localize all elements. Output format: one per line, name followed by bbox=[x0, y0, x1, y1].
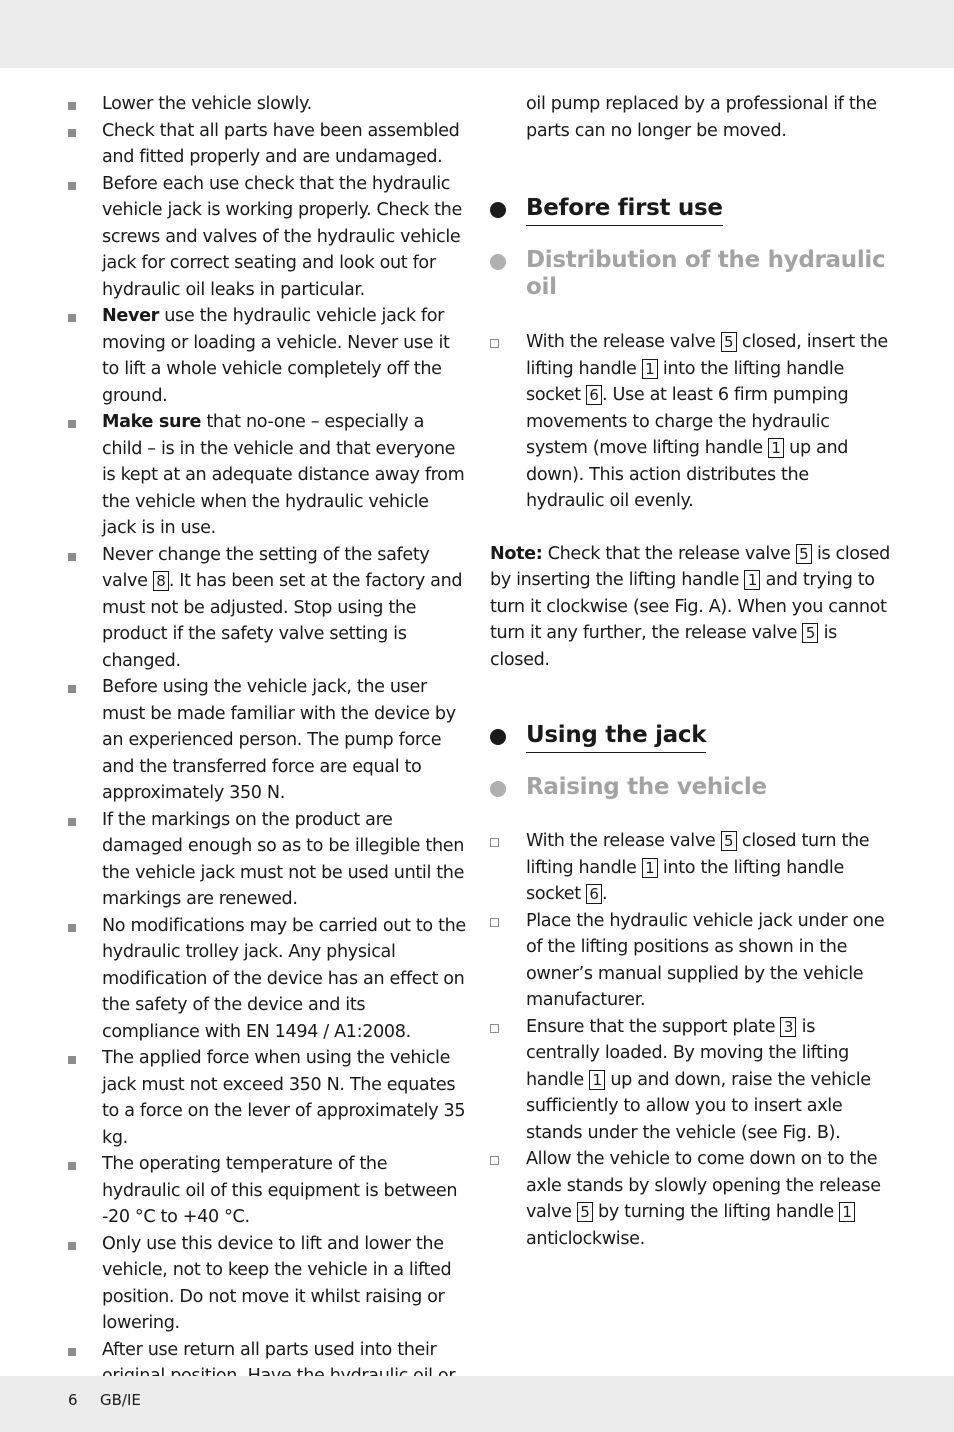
item-text: Only use this device to lift and lower the vehicle, not to keep the vehicle in a lifted position. Do not move it whilst raising or lowering. bbox=[102, 1233, 452, 1333]
page-number: 6 bbox=[68, 1391, 78, 1409]
part-ref: 1 bbox=[642, 858, 658, 878]
part-ref: 5 bbox=[721, 332, 737, 352]
item-text: by turning the lifting handle bbox=[592, 1202, 840, 1222]
item-emphasis: Make sure bbox=[102, 412, 202, 432]
item-text: . Use at least 6 firm pumping movements to charge the hydraulic system (move lifting handle bbox=[526, 385, 849, 458]
section-heading-using-the-jack bbox=[490, 721, 890, 753]
bullet-square-icon bbox=[68, 1348, 76, 1356]
item-text: Before using the vehicle jack, the user must be made familiar with the device by an experienced person. The pump force and the transferred force are equal to approximately 350 N. bbox=[102, 677, 456, 803]
item-text: closed, insert the lifting handle bbox=[526, 332, 888, 379]
part-ref: 5 bbox=[802, 623, 818, 643]
item-text: is centrally loaded. By moving the lifting handle bbox=[526, 1016, 849, 1090]
item-text: into the lifting handle socket bbox=[526, 358, 844, 405]
section-heading-before-first-use bbox=[490, 194, 890, 226]
list-item bbox=[490, 828, 890, 908]
item-text: up and down). This action distributes the hydraulic oil evenly. bbox=[526, 438, 849, 511]
heading-text: Before first use bbox=[526, 194, 723, 226]
list-item bbox=[66, 1151, 466, 1231]
part-ref: 6 bbox=[586, 385, 602, 405]
part-ref: 1 bbox=[744, 570, 760, 590]
item-text: use the hydraulic vehicle jack for moving or loading a vehicle. Never use it to lift a whole vehicle completely off the ground. bbox=[102, 306, 450, 406]
list-item bbox=[66, 674, 466, 807]
list-item bbox=[66, 171, 466, 304]
item-text: With the release valve bbox=[526, 332, 721, 352]
part-ref: 1 bbox=[589, 1070, 605, 1090]
heading-bullet-icon bbox=[490, 729, 506, 745]
item-text: After use return all parts used into their bbox=[102, 1339, 437, 1360]
item-text: Lower the vehicle slowly. bbox=[102, 94, 312, 114]
part-ref: 5 bbox=[796, 544, 812, 564]
right-column bbox=[490, 91, 890, 1252]
item-text: The applied force when using the vehicle jack must not exceed 350 N. The equates to a force on the lever of approximately 35 kg. bbox=[102, 1048, 466, 1148]
item-text: into the lifting handle socket bbox=[526, 857, 844, 904]
list-item bbox=[66, 118, 466, 171]
bullet-square-icon bbox=[68, 420, 76, 428]
list-item bbox=[490, 329, 890, 515]
step-box-icon bbox=[490, 1024, 499, 1033]
bullet-square-icon bbox=[68, 1242, 76, 1250]
bullet-square-icon bbox=[68, 182, 76, 190]
part-ref: 5 bbox=[721, 831, 737, 851]
note-text: and trying to turn it clockwise (see Fig. A). When you cannot turn it any further, the release valve bbox=[490, 570, 887, 643]
step-box-icon bbox=[490, 918, 499, 927]
list-item bbox=[66, 807, 466, 913]
bullet-square-icon bbox=[68, 685, 76, 693]
part-ref: 6 bbox=[586, 884, 602, 904]
heading-text: Distribution of the hydraulic oil bbox=[526, 247, 886, 300]
item-text: anticlockwise. bbox=[526, 1228, 645, 1249]
note-text: is closed. bbox=[490, 623, 837, 670]
part-ref: 3 bbox=[780, 1017, 796, 1037]
note-text: Check that the release valve bbox=[542, 543, 796, 564]
part-ref: 1 bbox=[839, 1202, 855, 1222]
item-text: Place the hydraulic vehicle jack under one of the lifting positions as shown in the owner’s manual supplied by the vehicle manufacturer. bbox=[526, 910, 885, 1010]
bullet-square-icon bbox=[68, 1056, 76, 1064]
item-text: Check that all parts have been assembled and fitted properly and are undamaged. bbox=[102, 120, 460, 167]
list-item bbox=[490, 1146, 890, 1252]
list-item bbox=[66, 91, 466, 118]
item-text: With the release valve bbox=[526, 831, 721, 851]
bullet-square-icon bbox=[68, 553, 76, 561]
heading-bullet-icon bbox=[490, 781, 506, 797]
step-box-icon bbox=[490, 339, 499, 348]
list-item bbox=[66, 409, 466, 542]
bullet-square-icon bbox=[68, 818, 76, 826]
header-band bbox=[0, 0, 954, 68]
subsection-heading-distribution bbox=[490, 247, 890, 301]
part-ref-safety-valve: 8 bbox=[153, 571, 169, 591]
item-text: . It has been set at the factory and must not be adjusted. Stop using the product if the safety valve setting is changed. bbox=[102, 571, 463, 671]
bullet-square-icon bbox=[68, 1162, 76, 1170]
part-ref: 5 bbox=[577, 1202, 593, 1222]
item-text: Allow the vehicle to come down on to the axle stands by slowly opening the release valve bbox=[526, 1149, 881, 1222]
step-box-icon bbox=[490, 838, 499, 847]
note-label: Note: bbox=[490, 543, 543, 564]
bullet-square-icon bbox=[68, 102, 76, 110]
part-ref: 1 bbox=[768, 438, 784, 458]
item-text: closed turn the lifting handle bbox=[526, 831, 870, 878]
heading-text: Using the jack bbox=[526, 721, 706, 753]
item-emphasis: Never bbox=[102, 306, 159, 326]
item-text: Before each use check that the hydraulic vehicle jack is working properly. Check the screws and valves of the hydraulic vehicle jack for correct seating and look out for hydraulic oil leaks in particular. bbox=[102, 173, 462, 300]
bullet-square-icon bbox=[68, 129, 76, 137]
item-text: The operating temperature of the hydraulic oil of this equipment is between -20 °C to +40 °C. bbox=[102, 1154, 458, 1227]
item-text: No modifications may be carried out to the hydraulic trolley jack. Any physical modification of the device has an effect on the safety of the device and its compliance with EN 1494 / A1:2008. bbox=[102, 915, 466, 1042]
heading-bullet-icon bbox=[490, 202, 506, 218]
list-item bbox=[66, 542, 466, 675]
item-text: up and down, raise the vehicle sufficiently to allow you to insert axle stands under the vehicle (see Fig. B). bbox=[526, 1069, 871, 1143]
item-text: If the markings on the product are damaged enough so as to be illegible then the vehicle jack must not be used until the markings are renewed. bbox=[102, 809, 465, 909]
list-item bbox=[490, 908, 890, 1014]
region-label: GB/IE bbox=[100, 1391, 141, 1409]
left-column bbox=[66, 91, 466, 1390]
bullet-square-icon bbox=[68, 314, 76, 322]
item-text: that no-one – especially a child – is in the vehicle and that everyone is kept at an adequate distance away from the vehicle when the hydraulic vehicle jack is in use. bbox=[102, 412, 465, 538]
item-text: . bbox=[602, 884, 608, 904]
part-ref: 1 bbox=[642, 359, 658, 379]
note-text: is closed by inserting the lifting handle bbox=[490, 543, 890, 590]
footer-band bbox=[0, 1376, 954, 1432]
heading-bullet-icon bbox=[490, 254, 506, 270]
step-box-icon bbox=[490, 1156, 499, 1165]
list-item bbox=[66, 913, 466, 1046]
item-text: Never change the setting of the safety valve bbox=[102, 544, 430, 591]
list-item bbox=[490, 1014, 890, 1147]
heading-text: Raising the vehicle bbox=[526, 774, 767, 800]
subsection-heading-raising bbox=[490, 774, 890, 801]
continuation-text: oil pump replaced by a professional if the parts can no longer be moved. bbox=[526, 94, 877, 141]
note-paragraph bbox=[490, 541, 890, 674]
list-item bbox=[66, 1045, 466, 1151]
list-item bbox=[66, 303, 466, 409]
bullet-square-icon bbox=[68, 924, 76, 932]
item-text: Ensure that the support plate bbox=[526, 1016, 781, 1037]
list-item bbox=[66, 1231, 466, 1337]
